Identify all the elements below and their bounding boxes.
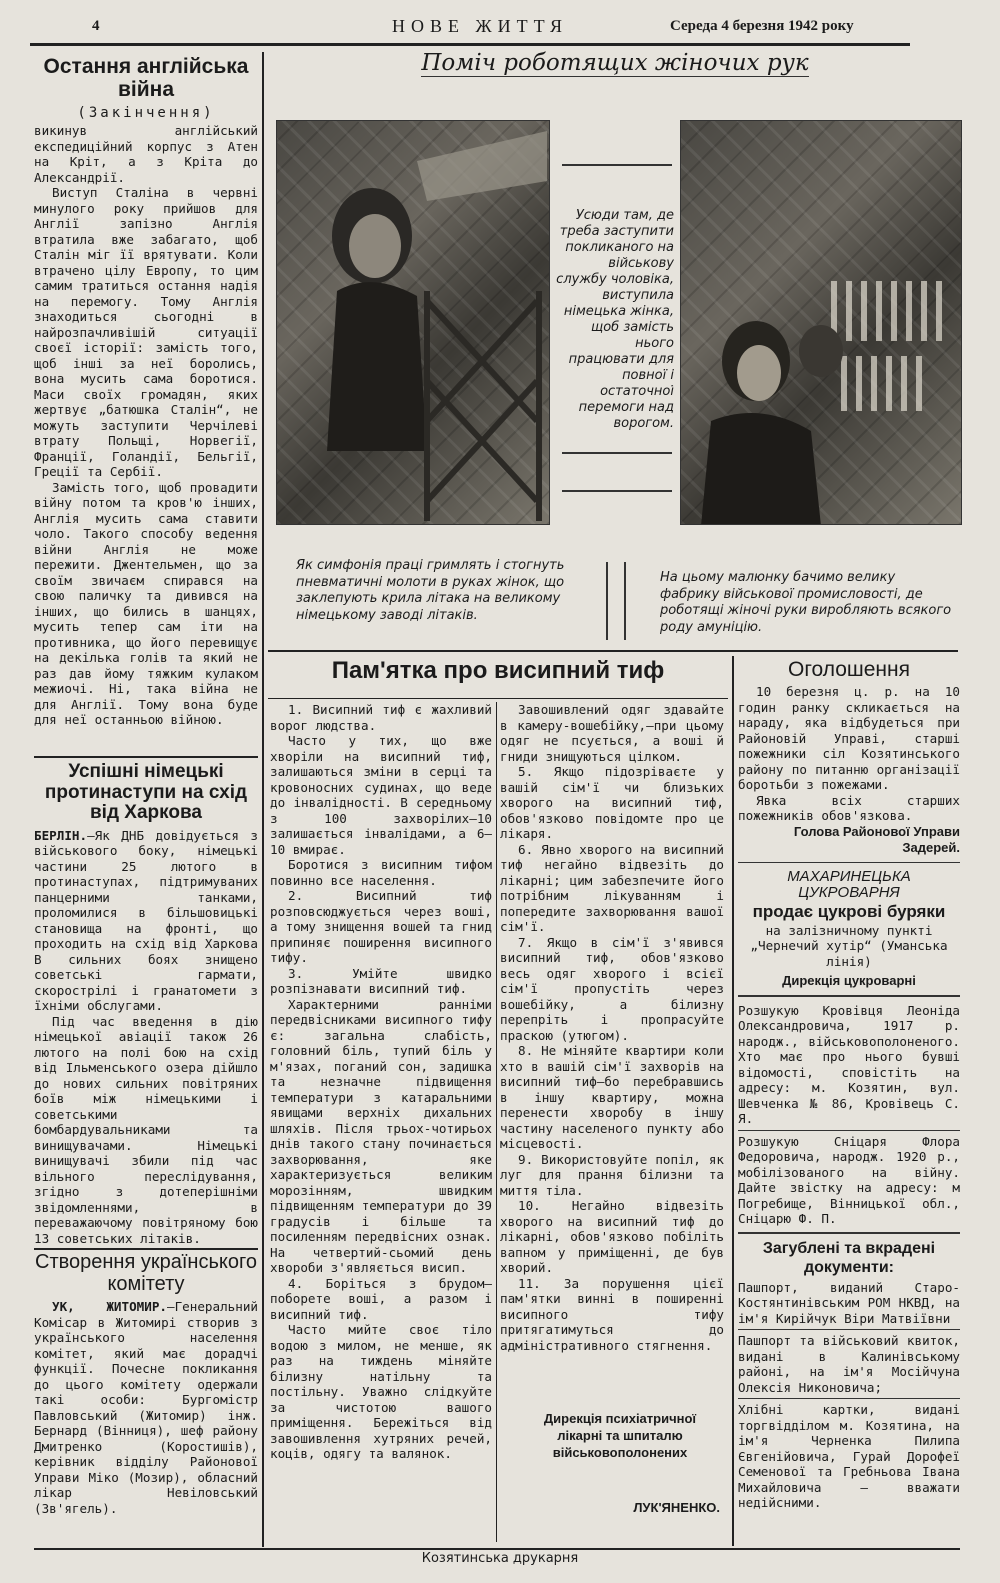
search-notice-2: Розшукую Сніцаря Флора Федоровича, народж. 1920 р., мобілізованого на війну. Дайте звістку на адресу: м Погребище, Вінницької обл., Сніцарю Ф. П. (738, 1133, 960, 1226)
divider (268, 698, 728, 699)
lost-documents-title: Загублені та вкрадені документи: (762, 1239, 936, 1276)
divider (738, 1232, 960, 1234)
divider (268, 650, 958, 652)
lost-document-2: Пашпорт та військовий квиток, видані в Калинівському районі, на ім'я Мосійчуна Олексія Никоновича; (738, 1333, 960, 1395)
ad-text: на залізничному пункті „Чернечий хутір“ (Уманська лінія) (750, 922, 948, 969)
divider (738, 1398, 960, 1399)
typhus-memo-column-1 (270, 702, 492, 1542)
footer-rule (34, 1548, 960, 1550)
photo-feature-header (270, 50, 960, 84)
announcements-title: Оголошення (787, 658, 910, 681)
article-last-war (34, 56, 258, 756)
masthead (30, 12, 910, 46)
article-body (34, 828, 258, 1247)
divider (738, 1329, 960, 1330)
memo-paragraph: 7. Якщо в сім'ї з'явився висипний тиф, обов'язково весь одяг хворого і всієї сім'ї пропустіть через вошебійку, а білизну перепріть і пропрасуйте праскою (утюгом). (500, 934, 724, 1043)
memo-paragraph: 6. Явно хворого на висипний тиф негайно відвезіть до лікарні; цим забезпечите його потрібним лікуванням і попередите захворювання вашої сім'ї. (500, 841, 724, 934)
photo-right (680, 120, 962, 525)
riveting-illustration (277, 121, 550, 525)
middle-caption: Усюди там, де треба заступити покликаного на військову службу чоловіка, виступила німецька жінка, щоб замість нього працювати для повної і остаточної перемоги над ворогом. (556, 208, 674, 431)
memo-paragraph: 3. Умійте швидко розпізнавати висипний тиф. (270, 965, 492, 996)
paragraph: —Як ДНБ довідується з військового боку, німецькі частини 25 лютого в протинаступах, підтримуваних панцерними танками, проломилися в більшовицькі становища на фронті, що проходить на схід від Харкова В сильних боях знищено советські гармати, скорострілі і гранатомети з їхніми обслугами. (34, 827, 258, 1014)
paragraph: —Генеральний Комісар в Житомирі створив з українського населення комітет, який має дорадчі функції. Почесне покликання до цього комітету одержали такі особи: Бургомістр Павловський (Житомир) інж. Бернард (Вінниця), шеф району Дмитренко (Коростишів), керівник відділу Районової Управи Міко (Мозир), обласний лікар Невіловський (Зв'ягель). (34, 1299, 258, 1516)
typhus-memo-title: Пам'ятка про висипний тиф (331, 658, 665, 684)
memo-paragraph: Часто у тих, що вже хворіли на висипний тиф, залишаються зміни в серці та кровоносних судинах, що веде до інвалідності. В середньому з 100 захворілих—10 залишається інвалідами, а 6—10 вмирає. (270, 733, 492, 857)
ad-heading: МАХАРИНЕЦЬКА ЦУКРОВАРНЯ (787, 867, 911, 901)
newspaper-title: НОВЕ ЖИТТЯ (392, 16, 568, 36)
paragraph: Виступ Сталіна в червні минулого року прийшов для Англії запізно Англія втратила вже забагато, щоб Сталін міг її врятувати. Коли втрачено цілу Европу, то цим самим тратиться остання надія на перемогу. Тому Англія знаходиться сьогодні в найрозпачливішій ситуації своєї історії: замість того, щоб інші за неї боролись, вона мусить сама боротися. Маси своїх громадян, яких жертвує „батюшка Сталін“, не можуть заступити Черчілеві втрату Польщі, Норвегії, Франції, Голандії, Бельгії, Греції та Сербії. (34, 185, 258, 480)
article-subtitle: (Закінчення) (77, 105, 215, 122)
photo-left (276, 120, 550, 525)
search-notice-1: Розшукую Кровівця Леоніда Олександровича, 1917 р. народж., військовополоненого. Хто має про нього бувші відомості, сповістіть на адресу: м. Козятин, вул. Шевченка № 86, Кровівець С. Я. (738, 1002, 960, 1126)
memo-paragraph: Завошивлений одяг здавайте в камеру-вошебійку,—при цьому одяг не псується, а воші й гниди знищуються цілком. (500, 702, 724, 764)
photo-feature-title: Поміч роботящих жіночих рук (421, 50, 809, 76)
article-title: Успішні німецькі протинаступи на схід від Харкова (44, 762, 248, 824)
memo-paragraph: 1. Висипний тиф є жахливий ворог людства. (270, 702, 492, 733)
caption-separator (606, 562, 626, 640)
caption-left: Як симфонія праці гримлять і стогнуть пневматичні молоти в руках жінок, що заклепують крила літака на великому німецькому заводі літаків. (296, 558, 565, 623)
divider (738, 995, 960, 997)
dateline: БЕРЛІН. (34, 827, 88, 843)
sugar-factory-ad (738, 869, 960, 989)
divider (34, 1248, 258, 1250)
memo-paragraph: 8. Не міняйте квартири коли хто в вашій сім'ї захворів на висипний тиф—бо перебравшись в іншу квартиру, можна перенести хворобу в іншу частину населеного пункту або місцевості. (500, 1043, 724, 1151)
column-divider (732, 656, 734, 1546)
typhus-memo-signature-name: ЛУК'ЯНЕНКО. (633, 1500, 720, 1515)
page-number: 4 (92, 18, 100, 34)
column-divider (496, 702, 497, 1542)
memo-paragraph: 2. Висипний тиф розповсюджується через воші, а тому знищення вошей та гнид припиняє поширення висипного тифу. (270, 888, 492, 965)
notice-text: Явка всіх старших пожежників обов'язкова. (738, 792, 960, 823)
factory-illustration (681, 121, 962, 525)
rule-decoration (562, 452, 672, 492)
memo-paragraph: 4. Боріться з брудом—поборете воші, а разом і висипний тиф. (270, 1275, 492, 1322)
lost-document-3: Хлібні картки, видані торгвідділом м. Козятина, на ім'я Черненка Пилипа Євгенійовича, Гурай Дорофеї Семенової та Гребньова Івана Михайловича — вважати недійсними. (738, 1402, 960, 1510)
article-committee (34, 1252, 258, 1548)
divider (34, 756, 258, 758)
paragraph: викинув англійський експедиційний корпус з Атен на Кріт, а з Кріта до Александрії. (34, 123, 258, 185)
announcements (738, 658, 960, 1544)
notice-signature: Голова Районової Управи Задерей. (793, 823, 960, 855)
memo-paragraph: 9. Використовуйте попіл, як луг для прання білизни та миття тіла. (500, 1151, 724, 1198)
paragraph: Замість того, щоб провадити війну потом та кров'ю інших, Англія мусить сама ставити чоло. Такого способу ведення війни Англія не може пережити. Джентельмен, що за своїм звичаєм спирався на свою паличку та дивився на інших, що бились в шанцях, мусить тепер сам іти на противника, що його перевищує на декілька голів та який не раз дав йому тяжким кулаком межиочі. Ні, така війна не для Англії. Тому вона буде для неї останньою війною. (34, 479, 258, 728)
ad-headline: продає цукрові буряки (752, 901, 946, 921)
notice-text: 10 березня ц. р. на 10 годин ранку скликається на нараду, яка відбудеться при Районовій Управі, старші пожежники сіл Козятинського району по питанню організації боротьби з пожежами. (738, 684, 960, 792)
divider (738, 1130, 960, 1131)
lost-document-1: Пашпорт, виданий Старо-Костянтинівським РОМ НКВД, на ім'я Кирійчук Віри Матвіївни (738, 1279, 960, 1326)
article-body (34, 123, 258, 728)
memo-paragraph: 11. За порушення цієї пам'ятки винні в поширенні висипного тифу притягатимуться до адміністративного стягнення. (500, 1275, 724, 1353)
typhus-memo-header (268, 658, 728, 698)
issue-date: Середа 4 березня 1942 року (670, 18, 854, 34)
paragraph: Під час введення в дію німецької авіації також 26 лютого на полі бою на схід від Ільменського озера дійшло до нових сильних повітряних боїв між німецькими і советськими бомбардувальниками та винищувачами. Німецькі винищувачі збили під час вільного переслідування, згідно з дотеперішніми звідомленнями, в переважаючому повітряному бою 13 советських літаків. (34, 1013, 258, 1246)
article-title: Створення українського комітету (35, 1252, 257, 1295)
typhus-memo-signature-org: Дирекція психіатричної лікарні та шпиталю військовополонених (543, 1411, 697, 1460)
memo-paragraph: Характерними ранніми передвісниками висипного тифу є: загальна слабість, головний біль, тупий біль у м'язах, поганий сон, задишка та незначне підвищення температури з катаральними явищами верхніх дихальних шляхів. Після трьох-чотирьох днів такого стану починається захворювання, яке характеризується великим морозінням, швидким підвищенням температури до 39 градусів і більше та посиленням передвісних ознак. На четвертий-сьомий день хвороби з'являється висип. (270, 996, 492, 1275)
memo-paragraph: 10. Негайно відвезіть хворого на висипний тиф до лікарні, обов'язково побіліть вапном у приміщенні, де був хворий. (500, 1198, 724, 1275)
memo-paragraph: Боротися з висипним тифом повинно все населення. (270, 857, 492, 888)
rule-decoration (562, 164, 672, 178)
memo-paragraph: 5. Якщо підозріваєте у вашій сім'ї чи близьких хворого на висипний тиф, обов'язково повідомте про це лікаря. (500, 764, 724, 841)
article-body (34, 1299, 258, 1516)
divider (738, 862, 960, 863)
typhus-memo-column-2 (500, 702, 724, 1402)
dateline: УК, ЖИТОМИР. (52, 1299, 167, 1315)
fire-meeting-notice (738, 684, 960, 824)
article-title: Остання англійська війна (43, 56, 249, 101)
memo-paragraph: Часто мийте своє тіло водою з милом, не менше, як раз на тиждень міняйте білизну натільну та постільну. Уважно слідкуйте за чистотою вашого приміщення. Бережіться від завошивлення хутряних речей, коців, одягу та валянок. (270, 1322, 492, 1461)
caption-right: На цьому малюнку бачимо велику фабрику військової промисловості, де роботящі жіночі руки виробляють всякого роду амуніцію. (660, 570, 952, 635)
ad-signature: Дирекція цукроварні (782, 973, 916, 988)
article-kharkiv (34, 762, 258, 1248)
printer-credit: Козятинська друкарня (421, 1551, 579, 1566)
column-divider (262, 52, 264, 1547)
